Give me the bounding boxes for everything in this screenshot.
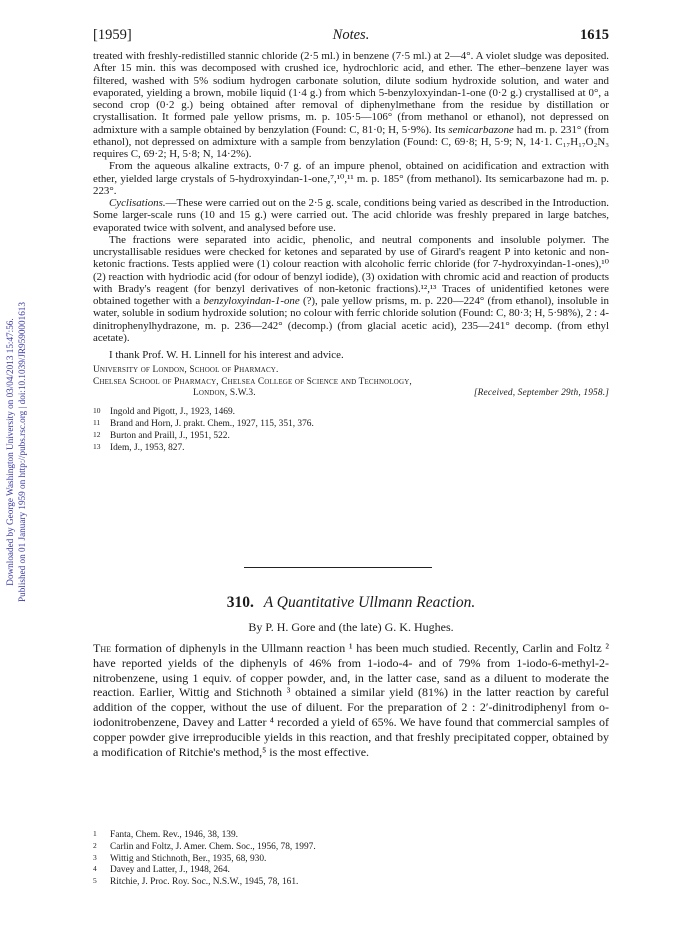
- article-title: [93, 594, 609, 612]
- footnote-text: Ritchie, J. Proc. Roy. Soc., N.S.W., 1945, 78, 161.: [110, 877, 299, 887]
- references-list: [93, 406, 609, 453]
- watermark-download-line[interactable]: Downloaded by George Washington University on 03/04/2013 15:47:56.: [5, 318, 15, 586]
- para4-italic: benzyloxyindan-1-one: [203, 295, 300, 307]
- reference-number: 13: [93, 441, 101, 451]
- reference-item: [93, 406, 609, 418]
- para1-italic: semicarbazone: [448, 123, 514, 136]
- footnote-item: [93, 840, 609, 853]
- para3-heading: Cyclisations.: [109, 197, 166, 209]
- footnote-number: 2: [93, 840, 97, 850]
- reference-text: Burton and Praill, J., 1951, 522.: [110, 430, 230, 441]
- section-divider: [244, 567, 432, 568]
- footnote-text: Wittig and Stichnoth, Ber., 1935, 68, 930.: [110, 853, 267, 864]
- received-date: [Received, September 29th, 1958.]: [473, 388, 609, 399]
- para4-tail: (?), pale yellow prisms, m. p. 220—224° (from ethanol), insoluble in water, soluble in sodium hydroxide solution; no colour with ferric chloride solution (Found: C, 80·3; H, 5·98%), 2 : 4-dinitrophenylhydrazone, m. p. 236—242° (decomp.) (from glacial acetic acid), 235—241° decomp. (from ethyl acetate).: [93, 295, 609, 344]
- footnote-text: Fanta, Chem. Rev., 1946, 38, 139.: [110, 830, 239, 840]
- footnotes-list: [93, 829, 609, 888]
- footnote-item: [93, 852, 609, 865]
- affiliation-city: London, S.W.3.: [193, 388, 256, 399]
- lead-word: The: [93, 641, 111, 655]
- footnote-item: [93, 864, 609, 876]
- reference-text: Ingold and Pigott, J., 1923, 1469.: [110, 407, 236, 418]
- article-paragraph-text: formation of diphenyls in the Ullmann reaction ¹ has been much studied. Recently, Carlin and Foltz ² have reported yields of the diphenyls of 46% from 1-iodo-4- and of 79% from 1-iodo-6-methyl-2-nitrobenzene, using 1 equiv. of copper powder, and, in the latter case, sand as a diluent to moderate the reaction. Earlier, Wittig and Stichnoth ³ obtained a similar yield (81%) in the latter reaction by careful addition of the copper, without the use of diluent. For the preparation of 2 : 2′-dinitrodiphenyl from o-iodonitrobenzene, Davey and Latter ⁴ recorded a yield of 65%. We have found that commercial samples of copper powder give irreproducible yields in this reaction, and that freshly precipitated copper, obtained by a modification of Ritchie's method,⁵ is the most effective.: [93, 641, 610, 759]
- para1-tail: had m. p. 231° (from ethanol), not depressed on admixture with a sample from benzylation (Found: C, 69·8; H, 5·9; N, 14·1. C₁₇H₁₇O₂N₃ requires C, 69·2; H, 5·8; N, 14·2%).: [93, 123, 609, 160]
- footnote-number: 1: [93, 829, 97, 838]
- header-year: [1959]: [93, 27, 132, 43]
- affiliation-block: [93, 365, 609, 399]
- para4-text: The fractions were separated into acidic, phenolic, and neutral components and insoluble polymer. The uncrystallisable residues were checked for ketones and separated by use of Girard's reagent P into ketonic and non-ketonic fractions. Tests applied were (1) colour reaction with alcoholic ferric chloride (for 7-hydroxyindan-1-ones),¹⁰ (2) reaction with hydriodic acid (for odour of benzyl iodide), (3) oxidation with chromic acid and reaction of products with Brady's reagent (for benzyl derivatives of non-ketonic fractions).¹²,¹³ Traces of unidentified ketones were obtained together with a: [93, 233, 609, 307]
- footnote-number: 3: [93, 852, 97, 862]
- affiliation-line-2: Chelsea School of Pharmacy, Chelsea College of Science and Technology,: [93, 376, 412, 387]
- paragraph-4: [93, 234, 609, 344]
- reference-number: 12: [93, 429, 101, 439]
- article-body: [93, 641, 609, 759]
- article-paragraph: [93, 641, 609, 759]
- article-authors: By P. H. Gore and (the late) G. K. Hughes.: [248, 620, 454, 634]
- footnote-item: [93, 876, 609, 888]
- reference-item: [93, 418, 609, 430]
- footnote-number: 4: [93, 864, 97, 874]
- footnote-item: [93, 829, 609, 841]
- previous-article-tail: [93, 50, 609, 453]
- affiliation-line-1: University of London, School of Pharmacy.: [93, 365, 279, 376]
- article-number: 310.: [226, 594, 254, 611]
- reference-number: 10: [93, 406, 101, 416]
- reference-number: 11: [93, 418, 101, 428]
- paragraph-2: From the aqueous alkaline extracts, 0·7 g. of an impure phenol, obtained on acidification and extraction with ether, yielded large crystals of 5-hydroxyindan-1-one,⁷,¹⁰,¹¹ m. p. 185° (from methanol). Its semicarbazone had m. p. 223°.: [93, 160, 609, 197]
- paragraph-3: [93, 197, 609, 234]
- para1-text: treated with freshly-redistilled stannic chloride (2·5 ml.) in benzene (7·5 ml.) at 2—4°. A violet sludge was deposited. After 15 min. this was decomposed with crushed ice, hydrochloric acid, and ether. The ether–benzene layer was filtered, washed with 5% sodium hydrogen carbonate solution, dilute sodium hydroxide solution, and water and evaporated, yielding a brown, mobile liquid (1·4 g.) from which 5-benzyloxyindan-1-one (0·2 g.) crystallised at 0°, a second crop (0·2 g.) being obtained after removal of diphenylmethane from the residue by distillation or crystallisation. It formed pale yellow prisms, m. p. 105·5—106° (from methanol or ethanol), not depressed on admixture with a sample obtained by benzylation (Found: C, 81·0; H, 5·9%). Its: [93, 50, 609, 136]
- para3-text: —These were carried out on the 2·5 g. scale, conditions being varied as described in the Introduction. Some larger-scale runs (10 and 15 g.) were carried out. The acid chloride was freshly prepared in large batches, evaporated twice with solvent, and analysed before use.: [93, 197, 609, 234]
- download-watermark: [2, 268, 30, 636]
- article-title-text: A Quantitative Ullmann Reaction.: [263, 594, 476, 611]
- acknowledgement: I thank Prof. W. H. Linnell for his interest and advice.: [109, 349, 344, 361]
- affiliation-line-3: [93, 388, 609, 399]
- header-section: Notes.: [332, 27, 370, 43]
- running-header: [93, 27, 609, 47]
- reference-text: Idem, J., 1953, 827.: [110, 442, 185, 453]
- header-page-number: 1615: [580, 27, 609, 43]
- reference-item: [93, 441, 609, 454]
- footnote-text: Davey and Latter, J., 1948, 264.: [110, 865, 230, 876]
- reference-item: [93, 429, 609, 442]
- paragraph-1: [93, 50, 609, 160]
- footnote-text: Carlin and Foltz, J. Amer. Chem. Soc., 1956, 78, 1997.: [110, 841, 316, 852]
- footnote-number: 5: [93, 876, 97, 885]
- watermark-doi-line[interactable]: Published on 01 January 1959 on http://pubs.rsc.org | doi:10.1039/JR9590001613: [17, 301, 27, 603]
- reference-text: Brand and Horn, J. prakt. Chem., 1927, 115, 351, 376.: [110, 419, 314, 430]
